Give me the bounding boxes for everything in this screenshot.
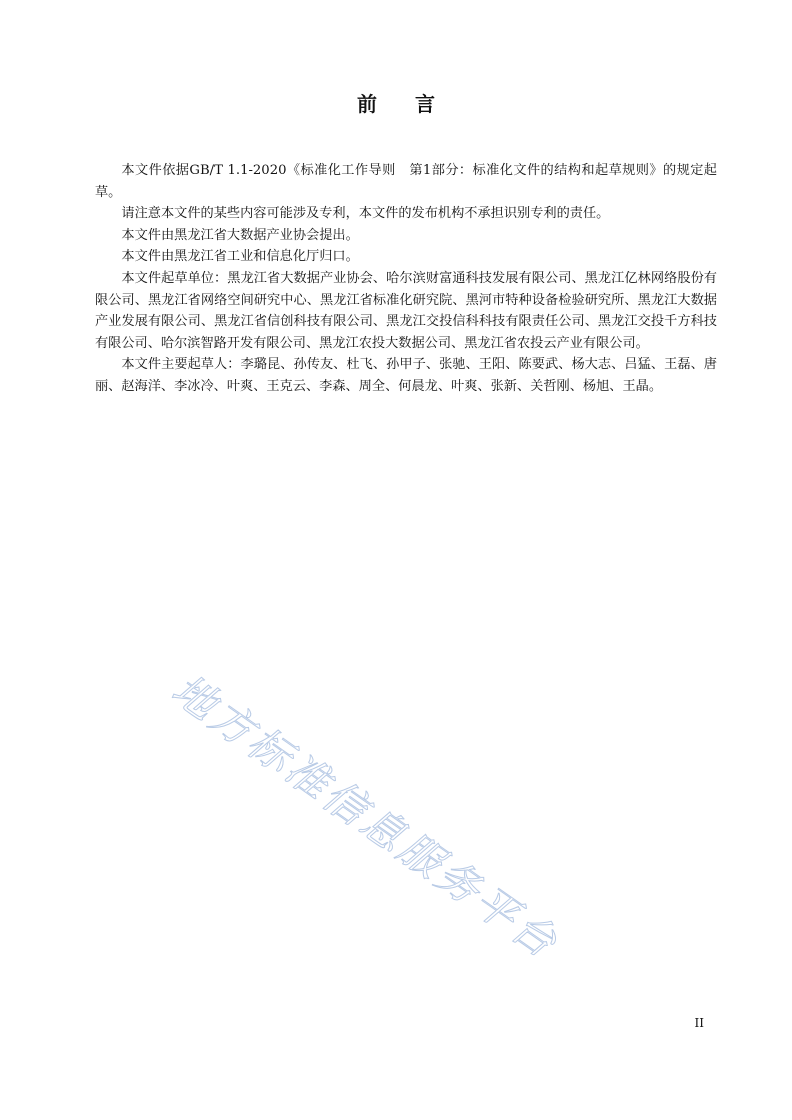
page-number: II — [694, 1016, 704, 1030]
paragraph-drafters: 本文件主要起草人：李璐昆、孙传友、杜飞、孙甲子、张驰、王阳、陈要武、杨大志、吕猛、王磊、唐丽、赵海洋、李冰冷、叶爽、王克云、李森、周全、何晨龙、叶爽、张新、关哲刚、杨旭、王晶。 — [95, 357, 717, 394]
page-title: 前言 — [357, 92, 473, 116]
foreword-body — [95, 160, 717, 398]
paragraph-administrator: 本文件由黑龙江省工业和信息化厅归口。 — [121, 249, 359, 265]
paragraph-proposer: 本文件由黑龙江省大数据产业协会提出。 — [121, 227, 359, 243]
paragraph-drafting-units: 本文件起草单位：黑龙江省大数据产业协会、哈尔滨财富通科技发展有限公司、黑龙江亿林网络股份有限公司、黑龙江省网络空间研究中心、黑龙江省标准化研究院、黑河市特种设备检验研究所、黑龙江大数据产业发展有限公司、黑龙江省信创科技有限公司、黑龙江交投信科科技有限责任公司、黑龙江交投千方科技有限公司、哈尔滨智路开发有限公司、黑龙江农投大数据公司、黑龙江省农投云产业有限公司。 — [95, 270, 717, 351]
paragraph-standard-basis: 本文件依据GB/T 1.1-2020《标准化工作导则 第1部分：标准化文件的结构和起草规则》的规定起草。 — [95, 163, 717, 200]
paragraph-patent-notice: 请注意本文件的某些内容可能涉及专利，本文件的发布机构不承担识别专利的责任。 — [121, 206, 610, 222]
watermark: 地方标准信息服务平台 — [163, 664, 569, 969]
